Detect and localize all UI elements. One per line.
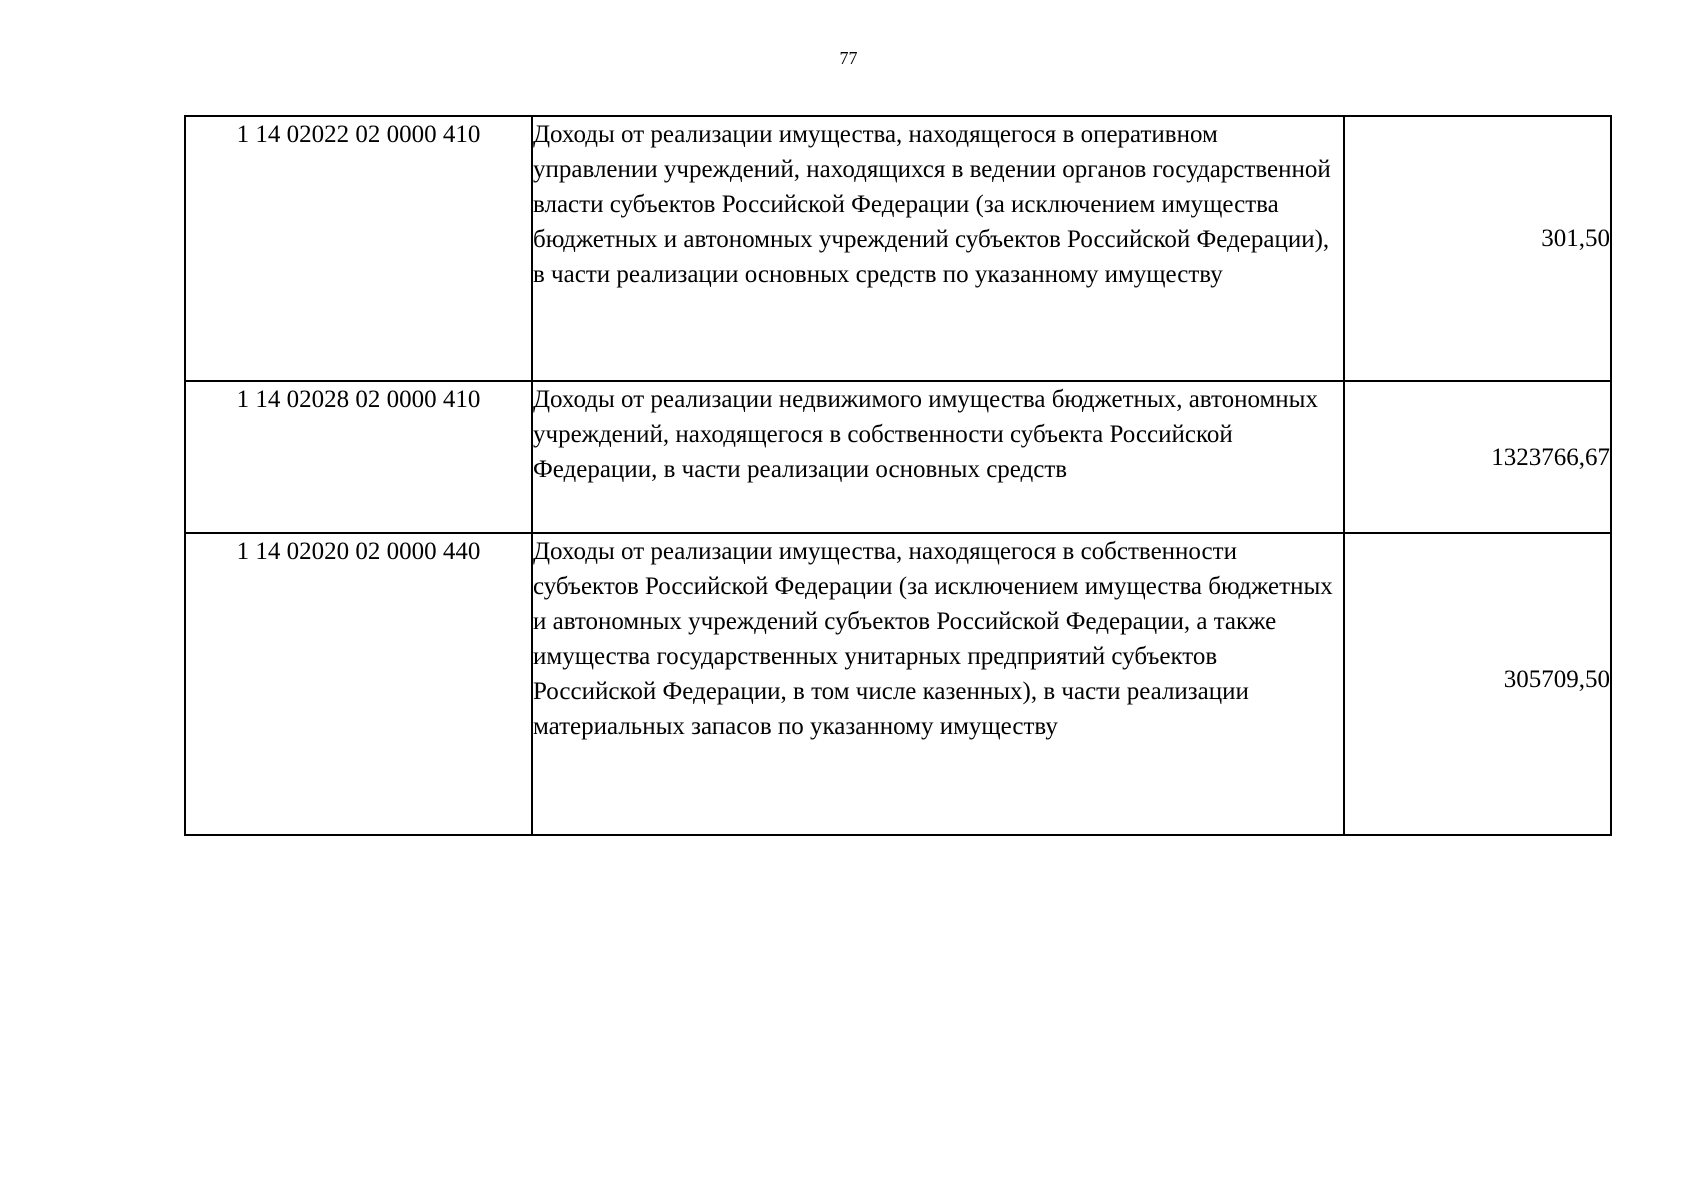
- table-row: [185, 116, 1611, 381]
- description-cell: Доходы от реализации имущества, находящегося в оперативном управлении учреждений, находящихся в ведении органов государственной власти субъектов Российской Федерации (за исключением имущества бюджетных и автономных учреждений субъектов Российской Федерации), в части реализации основных средств по указанному имуществу: [532, 116, 1344, 381]
- budget-code-cell: 1 14 02028 02 0000 410: [185, 381, 532, 533]
- page-number: 77: [839, 48, 858, 68]
- amount-cell: 305709,50: [1344, 533, 1611, 835]
- description-cell: Доходы от реализации имущества, находящегося в собственности субъектов Российской Федерации (за исключением имущества бюджетных и автономных учреждений субъектов Российской Федерации, а также имущества государственных унитарных предприятий субъектов Российской Федерации, в том числе казенных), в части реализации материальных запасов по указанному имуществу: [532, 533, 1344, 835]
- table-row: [185, 381, 1611, 533]
- revenue-table: [184, 115, 1612, 836]
- amount-cell: 301,50: [1344, 116, 1611, 381]
- description-cell: Доходы от реализации недвижимого имущества бюджетных, автономных учреждений, находящегося в собственности субъекта Российской Федерации, в части реализации основных средств: [532, 381, 1344, 533]
- amount-cell: 1323766,67: [1344, 381, 1611, 533]
- table-row: [185, 533, 1611, 835]
- budget-code-cell: 1 14 02020 02 0000 440: [185, 533, 532, 835]
- budget-code-cell: 1 14 02022 02 0000 410: [185, 116, 532, 381]
